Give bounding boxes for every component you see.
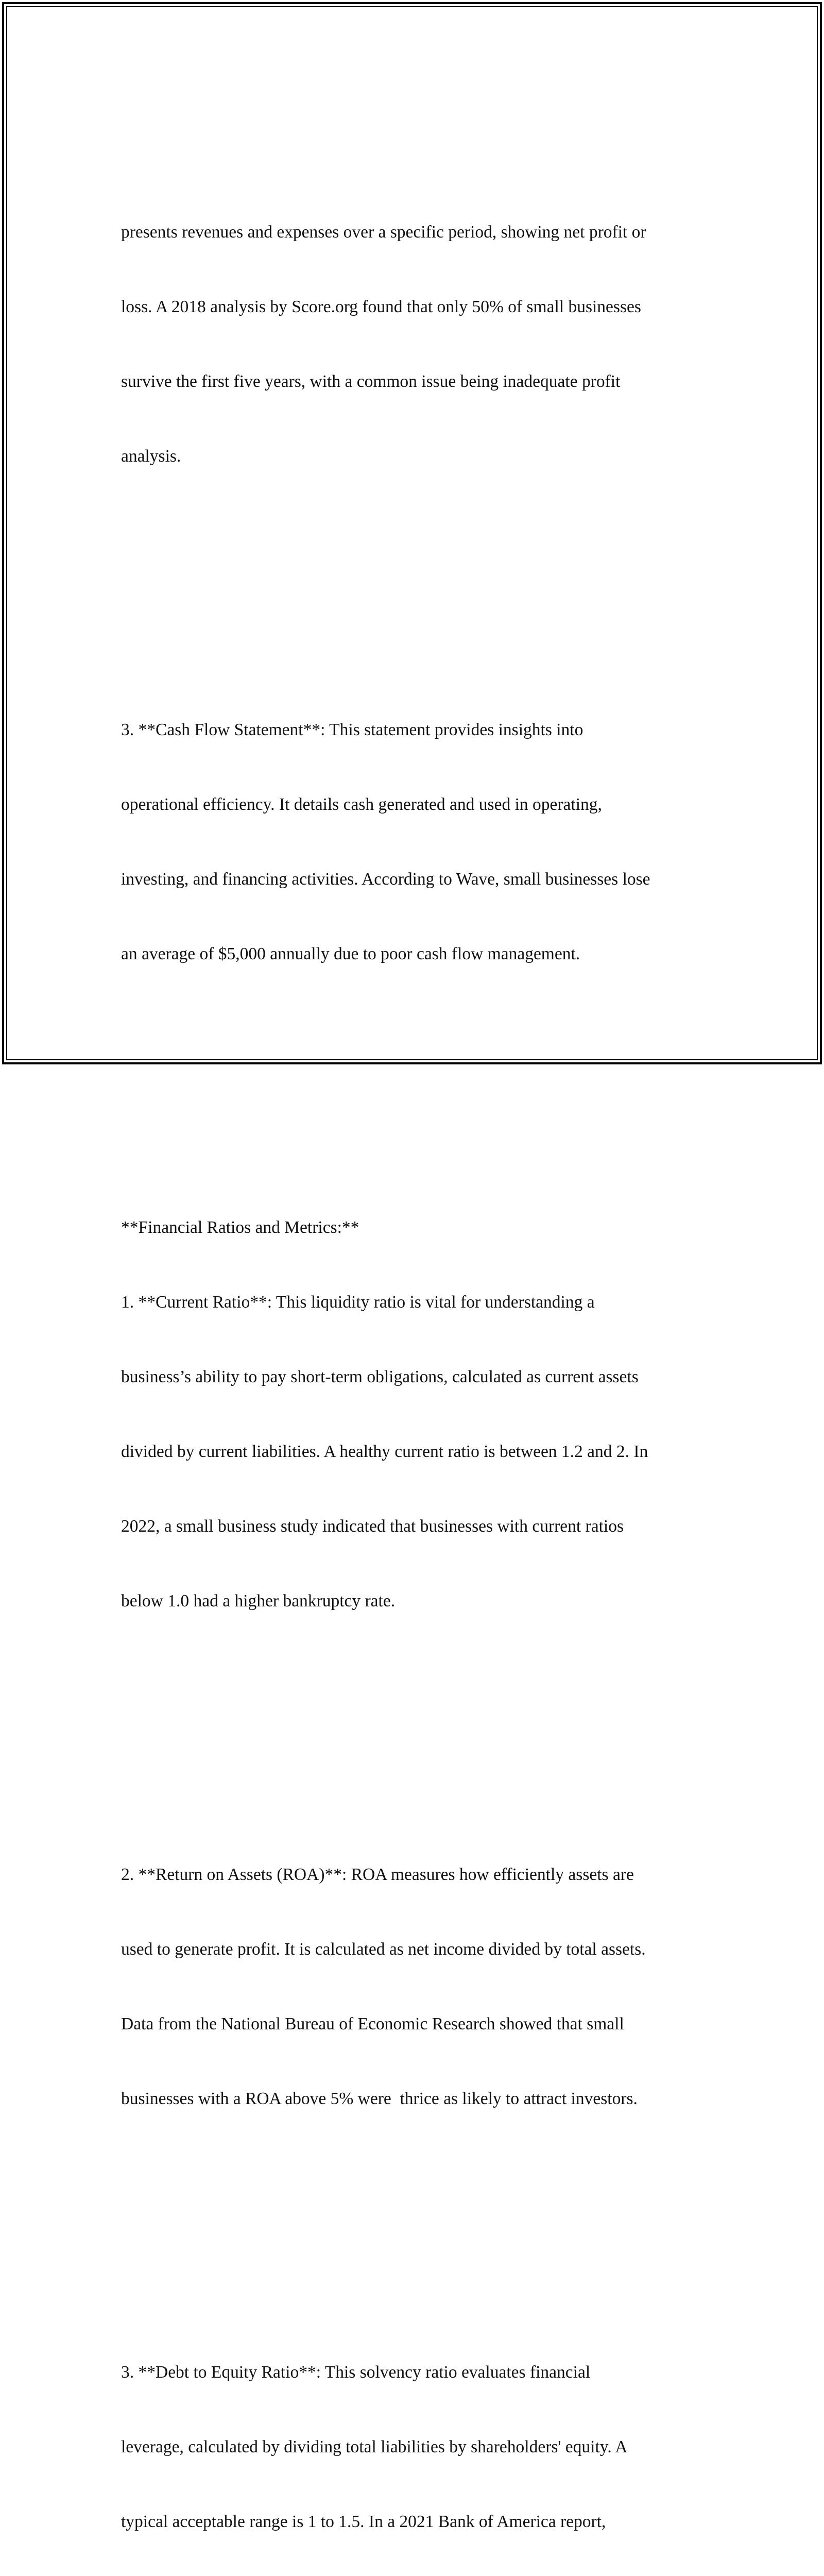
text-line: typical acceptable range is 1 to 1.5. In a 2021 Bank of America report, bbox=[121, 2512, 606, 2531]
text-line: 3. **Cash Flow Statement**: This statement provides insights into bbox=[121, 720, 583, 740]
text-line: loss. A 2018 analysis by Score.org found that only 50% of small businesses bbox=[121, 297, 641, 317]
paragraph-spacer bbox=[121, 1713, 718, 1738]
paragraph-debt-to-equity bbox=[121, 2310, 718, 2576]
text-line: operational efficiency. It details cash generated and used in operating, bbox=[121, 795, 602, 815]
text-line: 2022, a small business study indicated that businesses with current ratios bbox=[121, 1516, 624, 1536]
text-line: an average of $5,000 annually due to poor cash flow management. bbox=[121, 944, 580, 964]
text-line: 1. **Current Ratio**: This liquidity ratio is vital for understanding a bbox=[121, 1293, 595, 1312]
paragraph-spacer bbox=[121, 2211, 718, 2235]
section-heading: **Financial Ratios and Metrics:** bbox=[121, 1218, 359, 1238]
text-line: below 1.0 had a higher bankruptcy rate. bbox=[121, 1591, 396, 1611]
paragraph-cash-flow-statement bbox=[121, 668, 718, 1016]
text-line: 3. **Debt to Equity Ratio**: This solvency ratio evaluates financial bbox=[121, 2363, 591, 2382]
text-line: analysis. bbox=[121, 447, 181, 466]
text-line: divided by current liabilities. A healthy current ratio is between 1.2 and 2. In bbox=[121, 1442, 648, 1462]
text-line: businesses with a ROA above 5% were thrice as likely to attract investors. bbox=[121, 2089, 638, 2108]
paragraph-income-statement-continuation bbox=[121, 171, 718, 519]
paragraph-spacer bbox=[121, 569, 718, 594]
text-line: business’s ability to pay short-term obligations, calculated as current assets bbox=[121, 1367, 639, 1387]
document-body bbox=[121, 96, 718, 2576]
text-line: 2. **Return on Assets (ROA)**: ROA measures how efficiently assets are bbox=[121, 1865, 634, 1885]
paragraph-financial-ratios-current-ratio bbox=[121, 1166, 718, 1664]
paragraph-spacer bbox=[121, 1066, 718, 1091]
text-line: presents revenues and expenses over a specific period, showing net profit or bbox=[121, 223, 646, 242]
text-line: investing, and financing activities. According to Wave, small businesses lose bbox=[121, 870, 650, 889]
text-line: survive the first five years, with a common issue being inadequate profit bbox=[121, 372, 621, 392]
text-line: used to generate profit. It is calculated as net income divided by total assets. bbox=[121, 1939, 646, 1959]
paragraph-return-on-assets bbox=[121, 1812, 718, 2161]
text-line: Data from the National Bureau of Economic Research showed that small bbox=[121, 2014, 624, 2033]
text-line: leverage, calculated by dividing total liabilities by shareholders' equity. A bbox=[121, 2437, 628, 2456]
